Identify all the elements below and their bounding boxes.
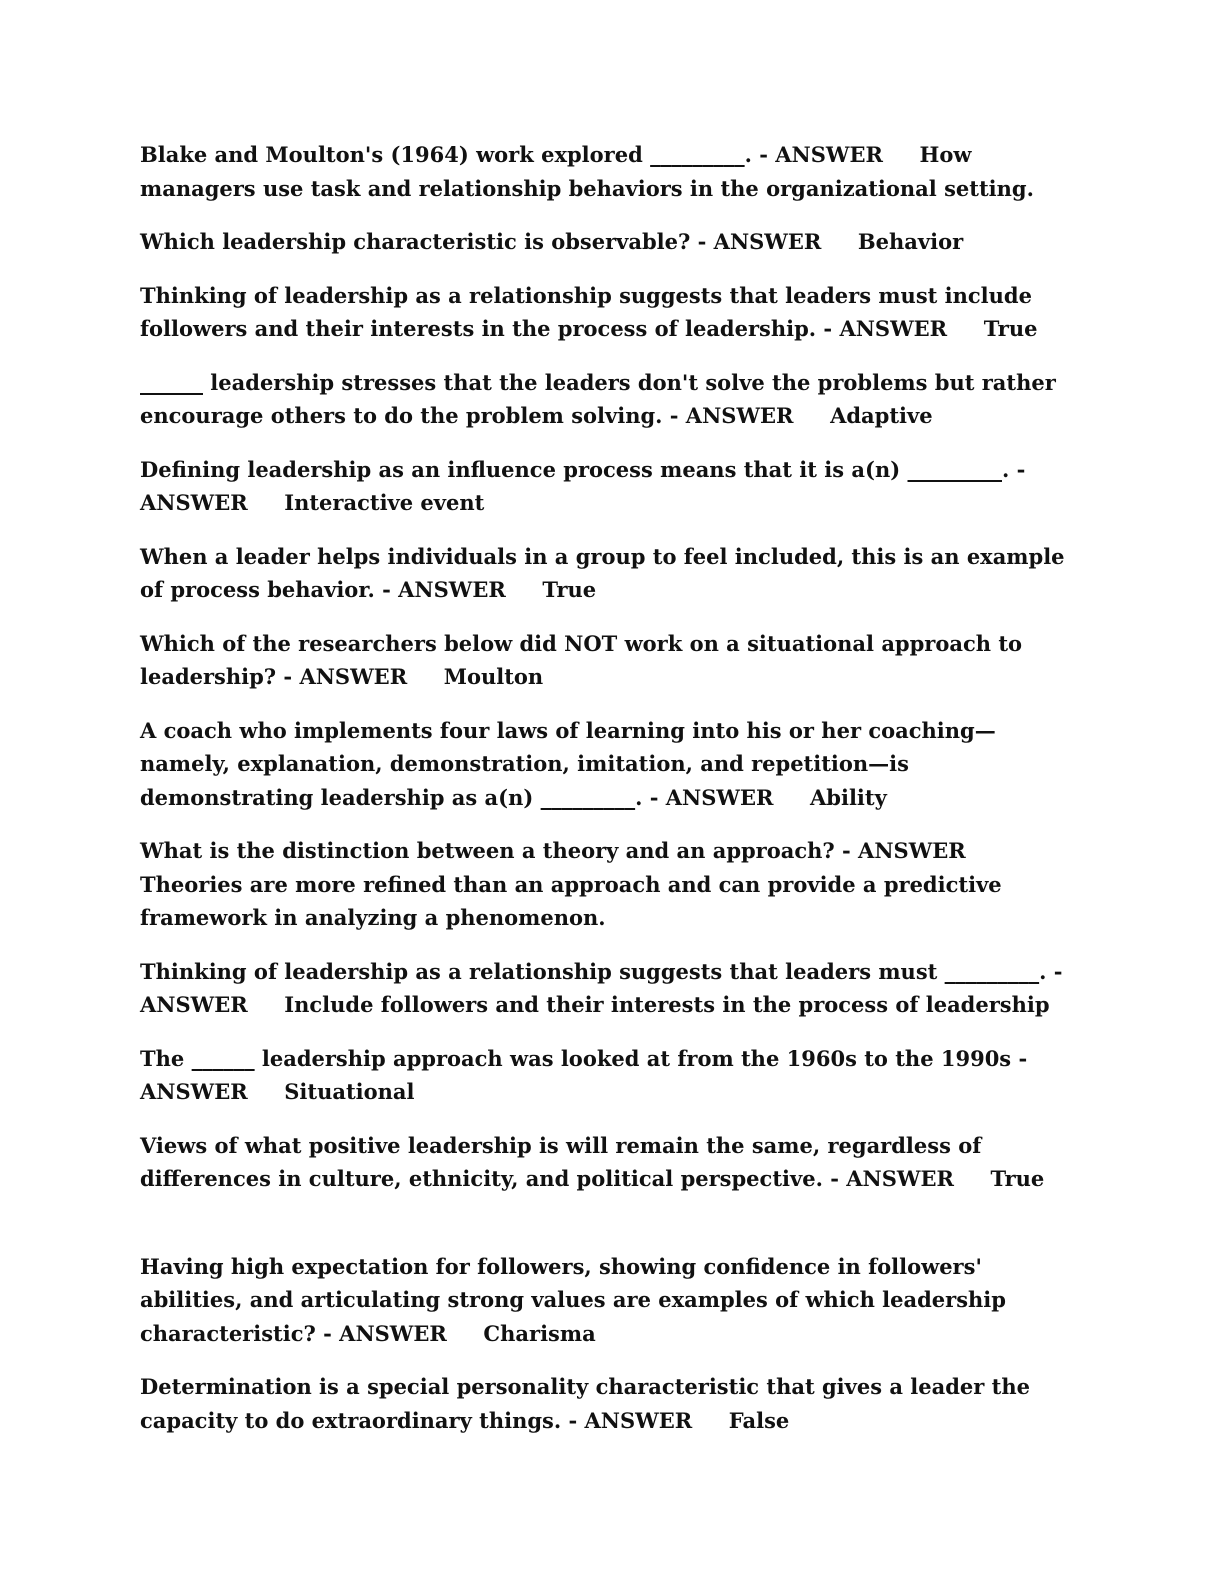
qa-item <box>140 279 1080 346</box>
question-text: What is the distinction between a theory and an approach? - ANSWER <box>140 838 966 863</box>
qa-item <box>140 138 1080 205</box>
question-text: The ______ leadership approach was looked at from the 1960s to the 1990s - ANSWER <box>140 1045 1035 1104</box>
question-text: Defining leadership as an influence process means that it is a(n) _________. - ANSWER <box>140 456 1033 515</box>
qa-item <box>140 627 1080 694</box>
qa-item <box>140 955 1080 1022</box>
question-text: Which of the researchers below did NOT work on a situational approach to leadership? - ANSWER <box>140 630 1030 689</box>
answer-text: True <box>983 316 1038 341</box>
qa-item <box>140 540 1080 607</box>
question-text: Determination is a special personality characteristic that gives a leader the capacity to do extraordinary things. - ANSWER <box>140 1374 1038 1433</box>
answer-text: How managers use task and relationship behaviors in the organizational setting. <box>140 142 1034 201</box>
question-text: When a leader helps individuals in a group to feel included, this is an example of process behavior. - ANSWER <box>140 543 1072 602</box>
answer-text: Charisma <box>483 1320 596 1346</box>
answer-text: Interactive event <box>284 490 485 515</box>
qa-item <box>140 834 1080 935</box>
question-text: A coach who implements four laws of learning into his or her coaching—namely, explanation, demonstration, imitation, and repetition—is demonstrating leadership as a(n) _________. - ANSWER <box>140 717 996 810</box>
qa-item <box>140 453 1080 520</box>
question-text: Thinking of leadership as a relationship suggests that leaders must _________. - ANSWER <box>140 958 1070 1017</box>
question-text: Thinking of leadership as a relationship suggests that leaders must include followers and their interests in the process of leadership. - ANSWER <box>140 282 1040 341</box>
answer-text: Ability <box>810 784 887 810</box>
question-text: Having high expectation for followers, showing confidence in followers' abilities, and articulating strong values are examples of which leadership characteristic? - ANSWER <box>140 1253 1014 1346</box>
qa-item <box>140 1370 1080 1437</box>
question-text: ______ leadership stresses that the leaders don't solve the problems but rather encourage others to do the problem solving. - ANSWER <box>140 369 1064 428</box>
answer-text: Moulton <box>443 664 544 689</box>
answer-text: Include followers and their interests in the process of leadership <box>284 992 1050 1017</box>
question-text: Blake and Moulton's (1964) work explored _________. - ANSWER <box>140 142 883 167</box>
answer-text: True <box>990 1166 1045 1191</box>
qa-item <box>140 366 1080 433</box>
qa-item <box>140 1129 1080 1196</box>
question-text: Which leadership characteristic is observable? - ANSWER <box>140 229 822 254</box>
answer-text: Behavior <box>857 229 964 254</box>
answer-text: Adaptive <box>830 403 933 428</box>
qa-item <box>140 225 1080 259</box>
answer-text: Situational <box>284 1079 415 1104</box>
answer-text: False <box>728 1407 790 1433</box>
qa-item <box>140 1250 1080 1351</box>
qa-item <box>140 1042 1080 1109</box>
question-text: Views of what positive leadership is will remain the same, regardless of differences in culture, ethnicity, and political perspective. - ANSWER <box>140 1132 989 1191</box>
answer-text: Theories are more refined than an approach and can provide a predictive framework in analyzing a phenomenon. <box>140 871 1009 930</box>
answer-text: True <box>542 577 597 602</box>
qa-item <box>140 714 1080 815</box>
qa-list <box>140 138 1080 1457</box>
